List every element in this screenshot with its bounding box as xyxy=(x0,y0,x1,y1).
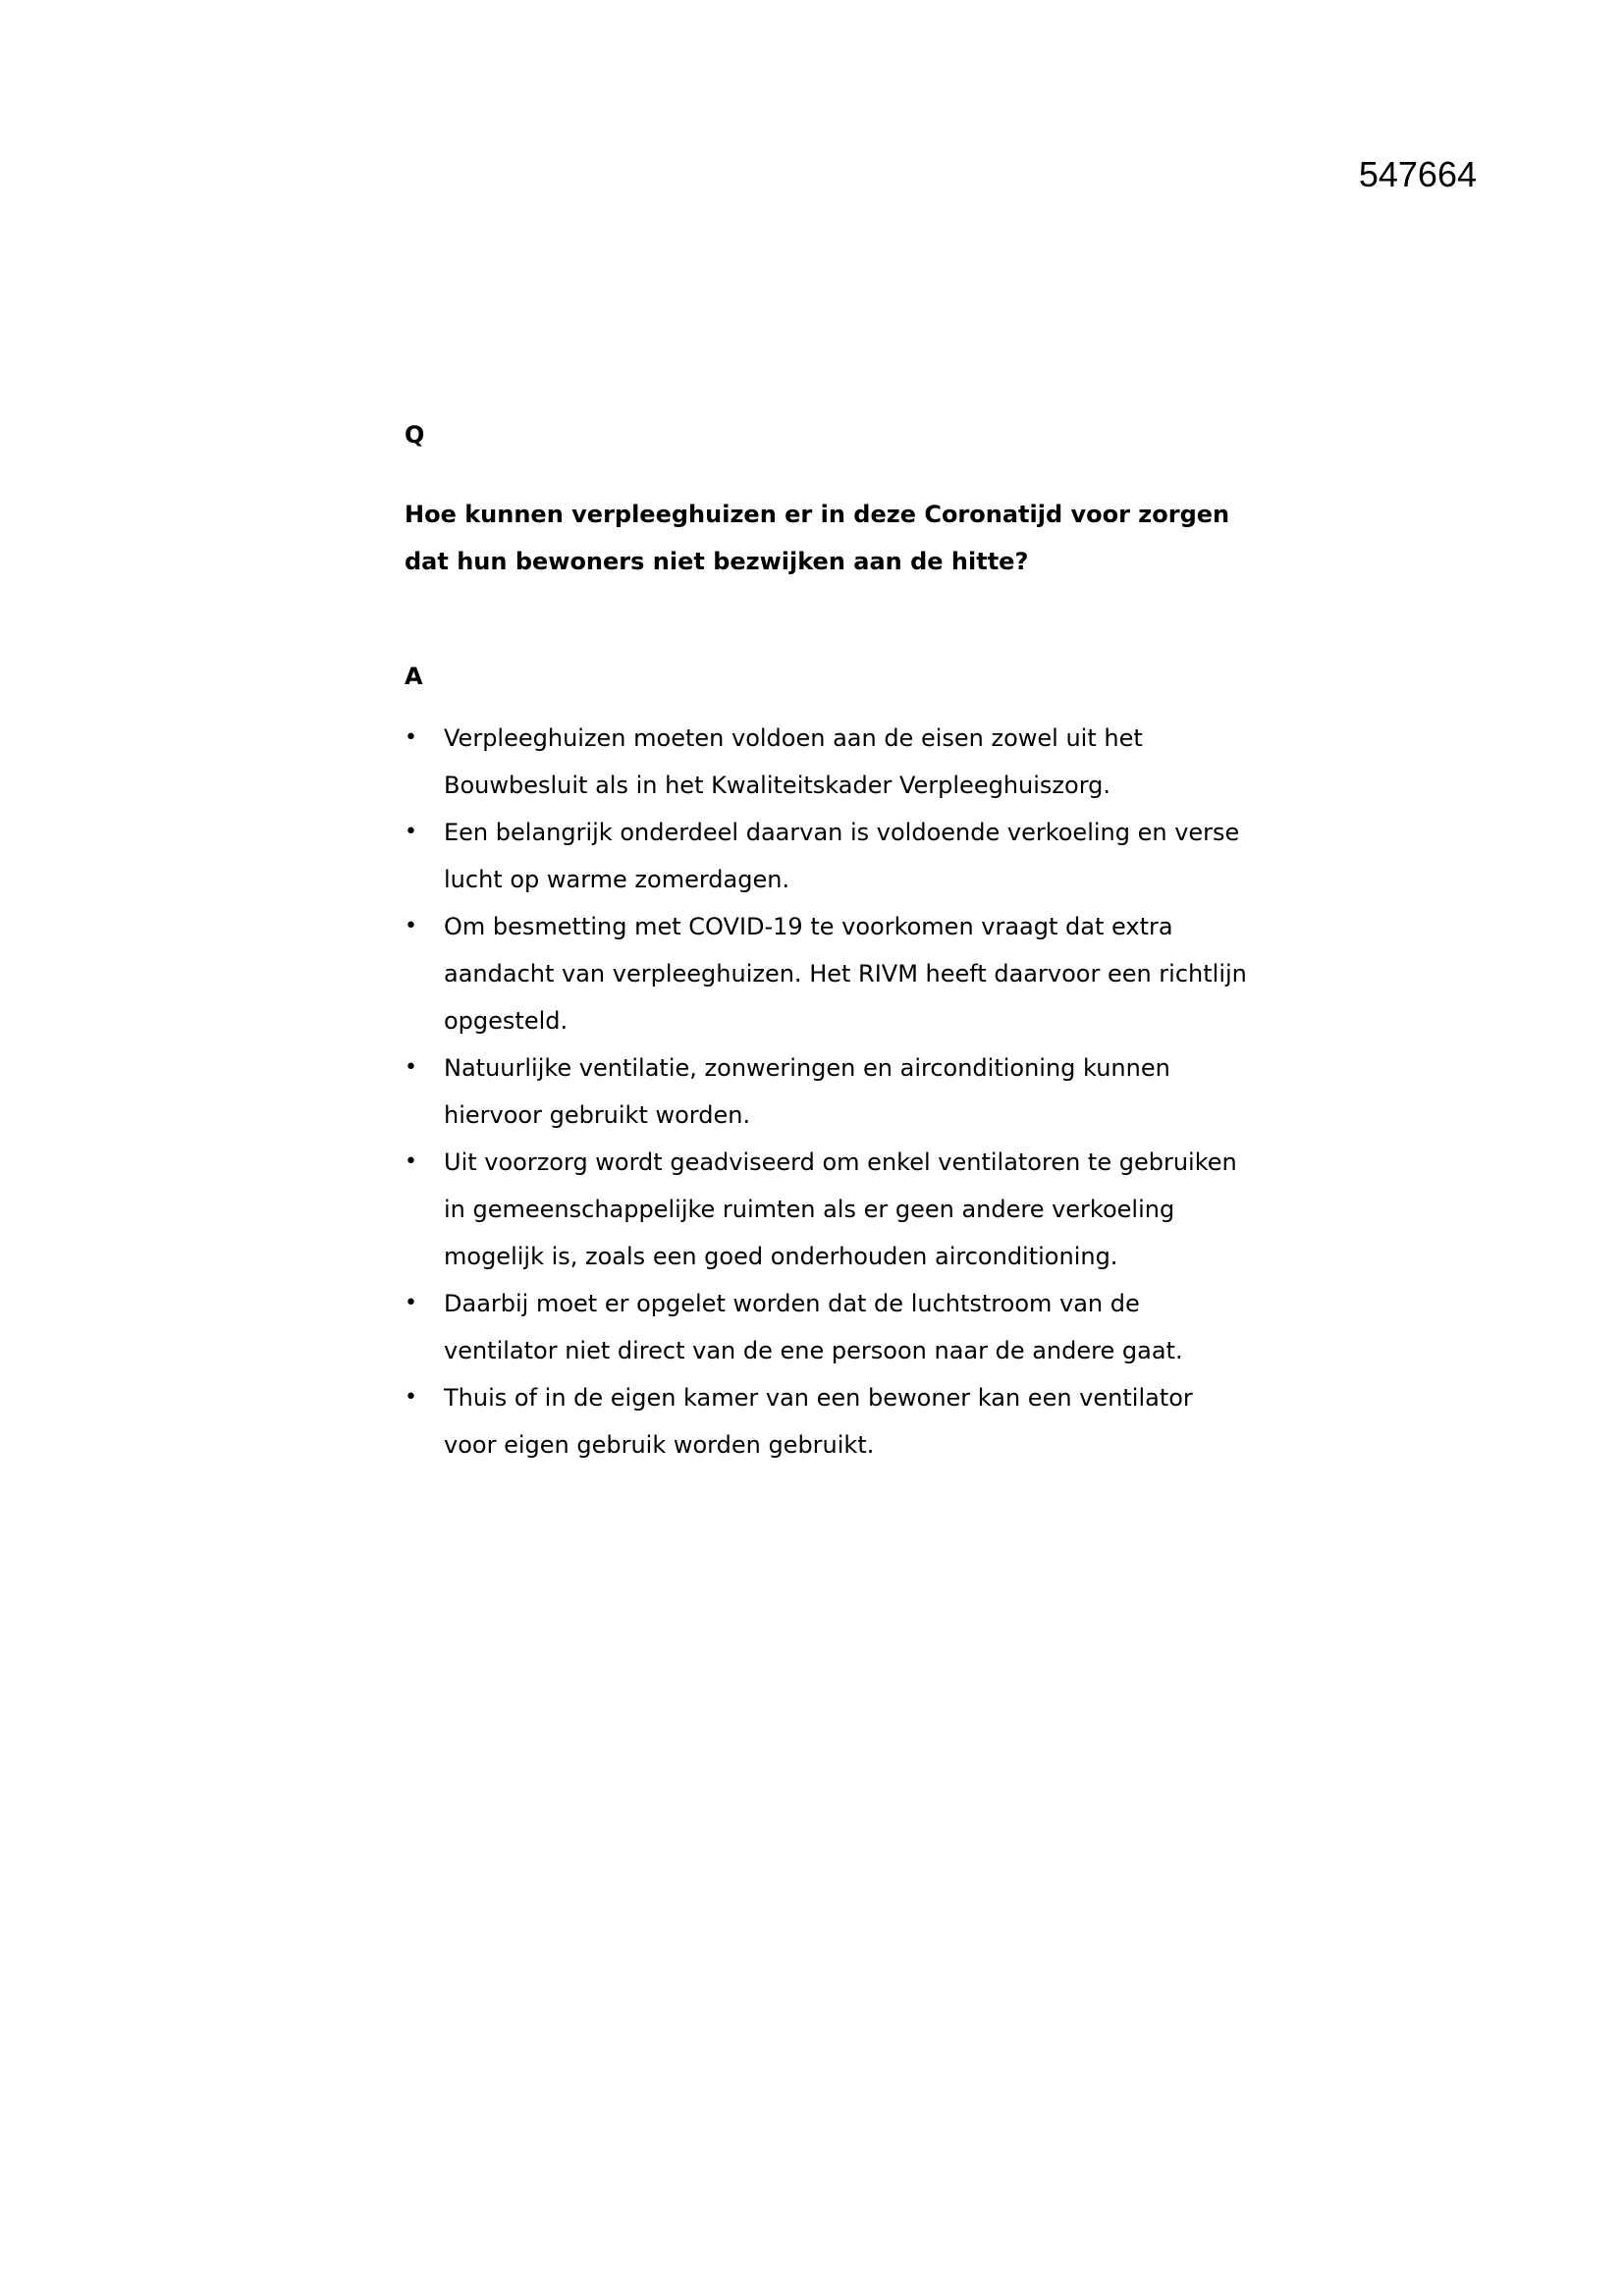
answer-item xyxy=(405,1374,1249,1468)
answer-item-text: Natuurlijke ventilatie, zonweringen en airconditioning kunnen hiervoor gebruikt worden. xyxy=(444,1054,1170,1129)
question-text: Hoe kunnen verpleeghuizen er in deze Coronatijd voor zorgen dat hun bewoners niet bezwijken aan de hitte? xyxy=(405,501,1230,575)
answer-item xyxy=(405,809,1249,903)
bullet-icon: • xyxy=(405,820,417,844)
answer-item-text: Een belangrijk onderdeel daarvan is voldoende verkoeling en verse lucht op warme zomerdagen. xyxy=(444,819,1240,893)
bullet-icon: • xyxy=(405,1385,417,1410)
answer-label: A xyxy=(405,663,423,690)
answer-item-text: Verpleeghuizen moeten voldoen aan de eisen zowel uit het Bouwbesluit als in het Kwaliteitskader Verpleeghuiszorg. xyxy=(444,724,1143,799)
answer-item-text: Daarbij moet er opgelet worden dat de luchtstroom van de ventilator niet direct van de ene persoon naar de andere gaat. xyxy=(444,1290,1183,1364)
bullet-icon: • xyxy=(405,1055,417,1080)
qa-content xyxy=(405,420,1249,1468)
answer-item xyxy=(405,1139,1249,1280)
bullet-icon: • xyxy=(405,1291,417,1315)
question-label: Q xyxy=(405,421,425,449)
answer-item-text: Om besmetting met COVID-19 te voorkomen vraagt dat extra aandacht van verpleeghuizen. Het RIVM heeft daarvoor een richtlijn opgesteld. xyxy=(444,913,1247,1035)
answer-item xyxy=(405,903,1249,1044)
answer-list xyxy=(405,715,1249,1468)
answer-item xyxy=(405,1280,1249,1374)
answer-item xyxy=(405,1044,1249,1139)
answer-item-text: Thuis of in de eigen kamer van een bewoner kan een ventilator voor eigen gebruik worden gebruikt. xyxy=(444,1384,1193,1459)
bullet-icon: • xyxy=(405,914,417,938)
answer-item-text: Uit voorzorg wordt geadviseerd om enkel ventilatoren te gebruiken in gemeenschappelijke ruimten als er geen andere verkoeling mogelijk is, zoals een goed onderhouden airconditioning. xyxy=(444,1148,1237,1270)
bullet-icon: • xyxy=(405,725,417,750)
answer-item xyxy=(405,715,1249,809)
document-number: 547664 xyxy=(1358,154,1477,194)
bullet-icon: • xyxy=(405,1149,417,1174)
